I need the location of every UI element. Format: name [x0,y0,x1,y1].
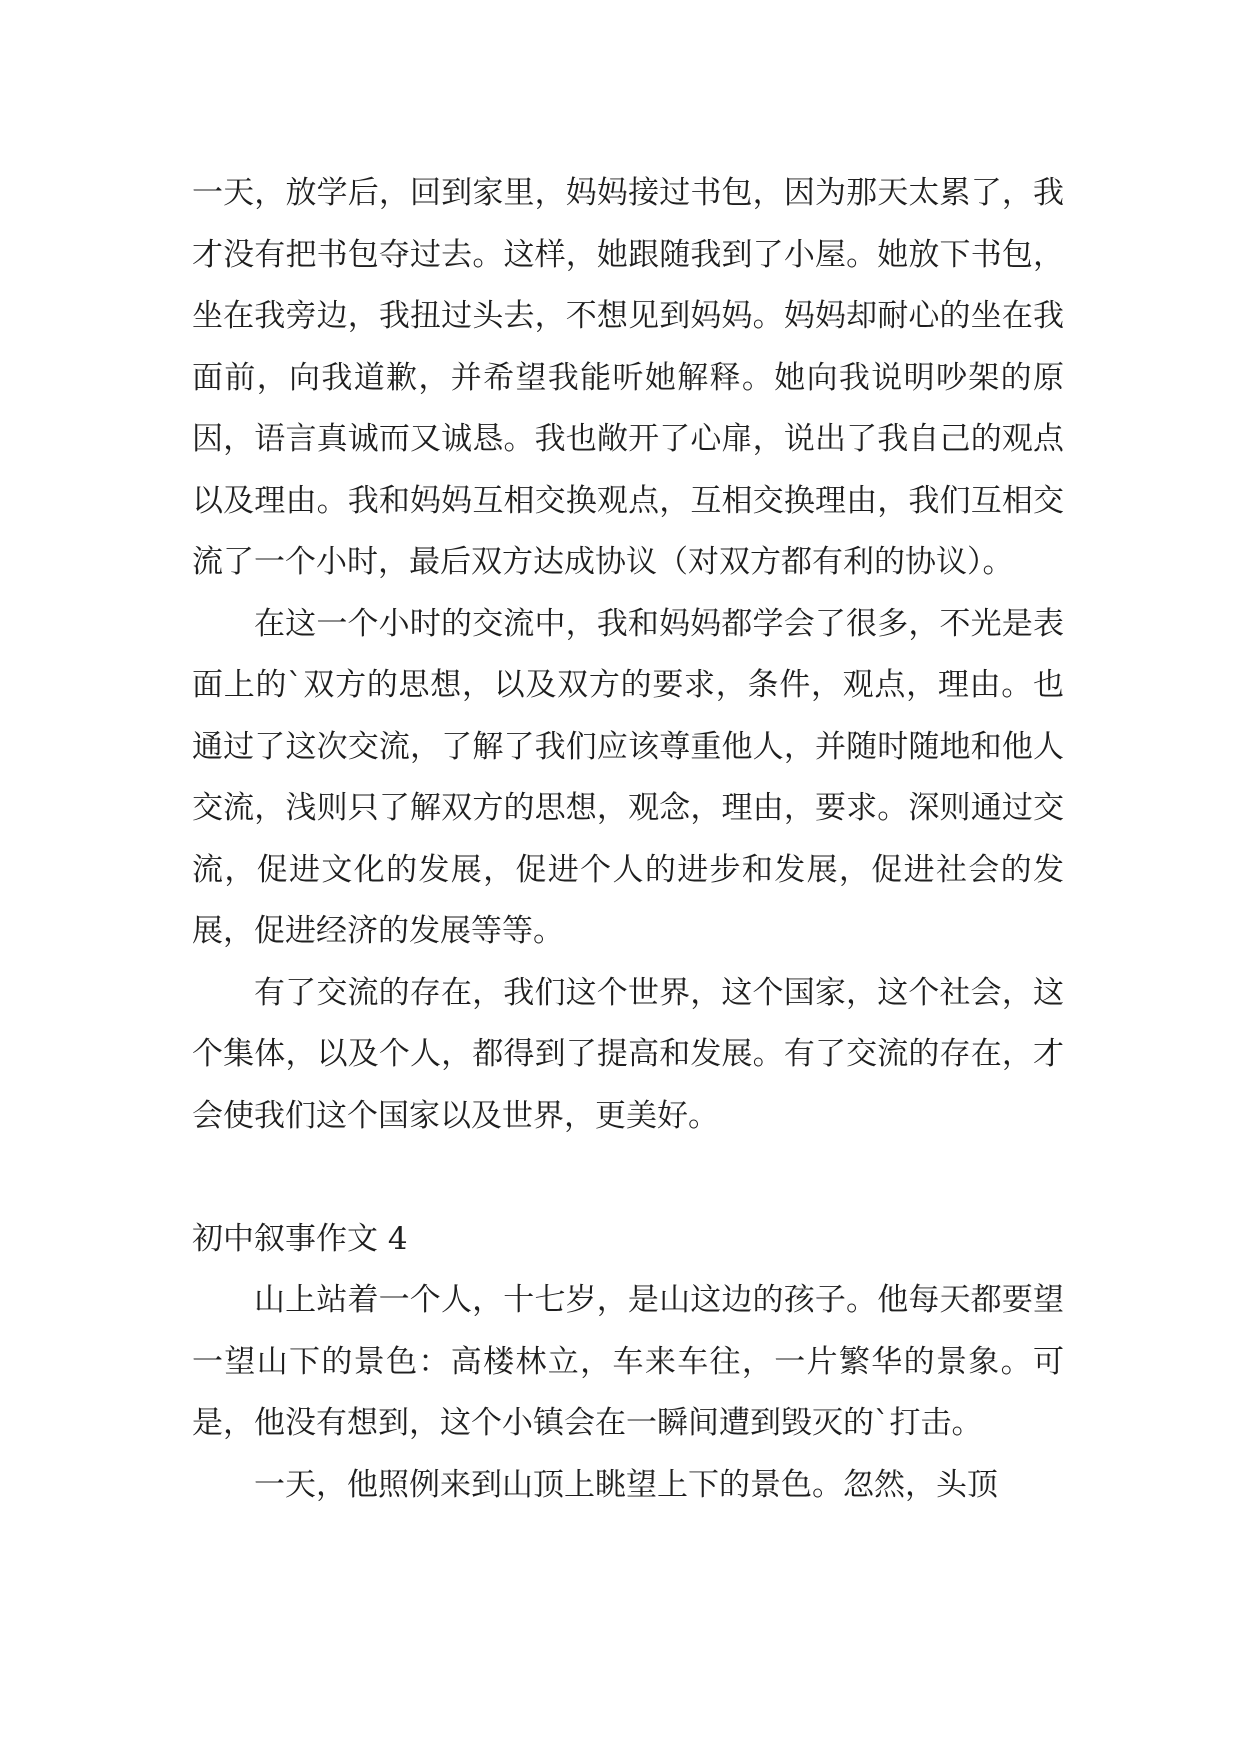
document-body [192,163,1064,1516]
section-heading: 初中叙事作文 4 [192,1220,408,1257]
paragraph-mountain-boy: 山上站着一个人，十七岁，是山这边的孩子。他每天都要望一望山下的景色：高楼林立，车来车往，一片繁华的景象。可是，他没有想到，这个小镇会在一瞬间遭到毁灭的`打击。 [192,1282,1064,1441]
paragraph-mountain-day: 一天，他照例来到山顶上眺望上下的景色。忽然，头顶 [254,1466,998,1503]
paragraph-communication-conclusion: 有了交流的存在，我们这个世界，这个国家，这个社会，这个集体，以及个人，都得到了提高和发展。有了交流的存在，才会使我们这个国家以及世界，更美好。 [192,974,1064,1134]
paragraph-conversation-story: 一天，放学后，回到家里，妈妈接过书包，因为那天太累了，我才没有把书包夺过去。这样，她跟随我到了小屋。她放下书包，坐在我旁边，我扭过头去，不想见到妈妈。妈妈却耐心的坐在我面前，向我道歉，并希望我能听她解释。她向我说明吵架的原因，语言真诚而又诚恳。我也敞开了心扉，说出了我自己的观点以及理由。我和妈妈互相交换观点，互相交换理由，我们互相交流了一个小时，最后双方达成协议（对双方都有利的协议）。 [192,175,1064,580]
section-spacer [192,1147,1064,1209]
paragraph-communication-lessons: 在这一个小时的交流中，我和妈妈都学会了很多，不光是表面上的`双方的思想，以及双方的要求，条件，观点，理由。也通过了这次交流，了解了我们应该尊重他人，并随时随地和他人交流，浅则只了解双方的思想，观念，理由，要求。深则通过交流，促进文化的发展，促进个人的进步和发展，促进社会的发展，促进经济的发展等等。 [192,605,1064,949]
